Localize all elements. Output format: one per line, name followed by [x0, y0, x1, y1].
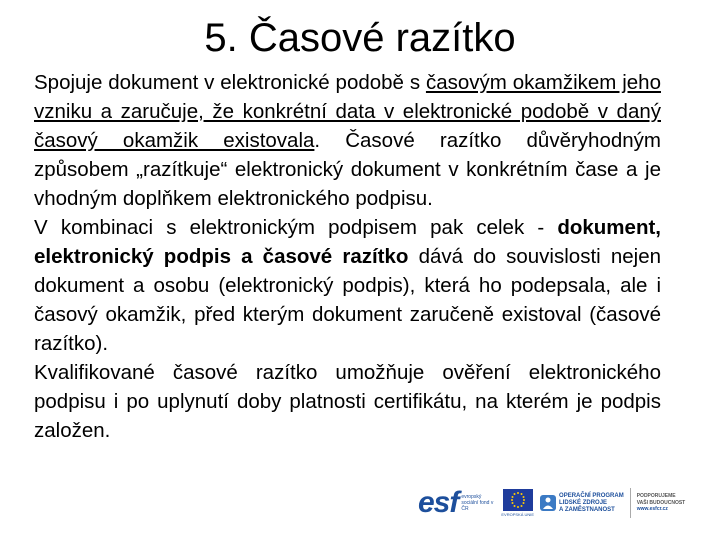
- op-text: [559, 493, 624, 514]
- support-url: www.esfcr.cz: [636, 506, 668, 513]
- esf-wordmark: esf: [418, 486, 459, 519]
- divider: [630, 488, 631, 518]
- footer-logos: [418, 478, 708, 528]
- slide-body: [34, 68, 661, 445]
- bold-text: dokument, elektronický podpis a časové razítko: [34, 216, 661, 268]
- op-line: A ZAMĚSTNANOST: [559, 506, 615, 513]
- op-line: OPERAČNÍ PROGRAM: [559, 492, 624, 499]
- support-text: [637, 493, 686, 513]
- eu-flag-icon: [503, 489, 533, 511]
- op-icon: [540, 495, 556, 511]
- esf-caption: evropský sociální fond v ČR: [461, 494, 494, 512]
- op-logo: [540, 493, 624, 514]
- paragraph-timestamp-definition: [34, 68, 661, 213]
- eu-logo: [501, 489, 534, 517]
- paragraph-qualified-timestamp: Kvalifikované časové razítko umožňuje ověření elektronického podpisu i po uplynutí doby platnosti certifikátu, na kterém je podpis založen.: [34, 361, 661, 442]
- paragraph-text: V kombinaci s elektronickým podpisem pak celek -: [34, 216, 558, 239]
- op-line: LIDSKÉ ZDROJE: [559, 499, 608, 506]
- paragraph-text: Spojuje dokument v elektronické podobě s: [34, 71, 426, 94]
- paragraph-text: dává do souvislosti nejen dokument a osobu (elektronický podpis), která ho podepsala, ale i časový okamžik, před kterým dokument zaručeně existoval (časové razítko).: [34, 245, 662, 355]
- eu-caption: EVROPSKÁ UNIE: [501, 512, 535, 517]
- support-line: PODPORUJEME: [636, 493, 676, 500]
- paragraph-combination: [34, 213, 661, 358]
- support-line: VAŠI BUDOUCNOST: [636, 499, 686, 506]
- esf-logo: [418, 486, 495, 520]
- slide-title: 5. Časové razítko: [204, 16, 516, 60]
- underlined-text: časovým okamžikem jeho vzniku a zaručuje, že konkrétní data v elektronické podobě v daný časový okamžik existovala: [34, 71, 661, 152]
- paragraph-text: . Časové razítko důvěryhodným způsobem „razítkuje“ elektronický dokument v konkrétním čase a je vhodným doplňkem elektronického podpisu.: [34, 129, 661, 210]
